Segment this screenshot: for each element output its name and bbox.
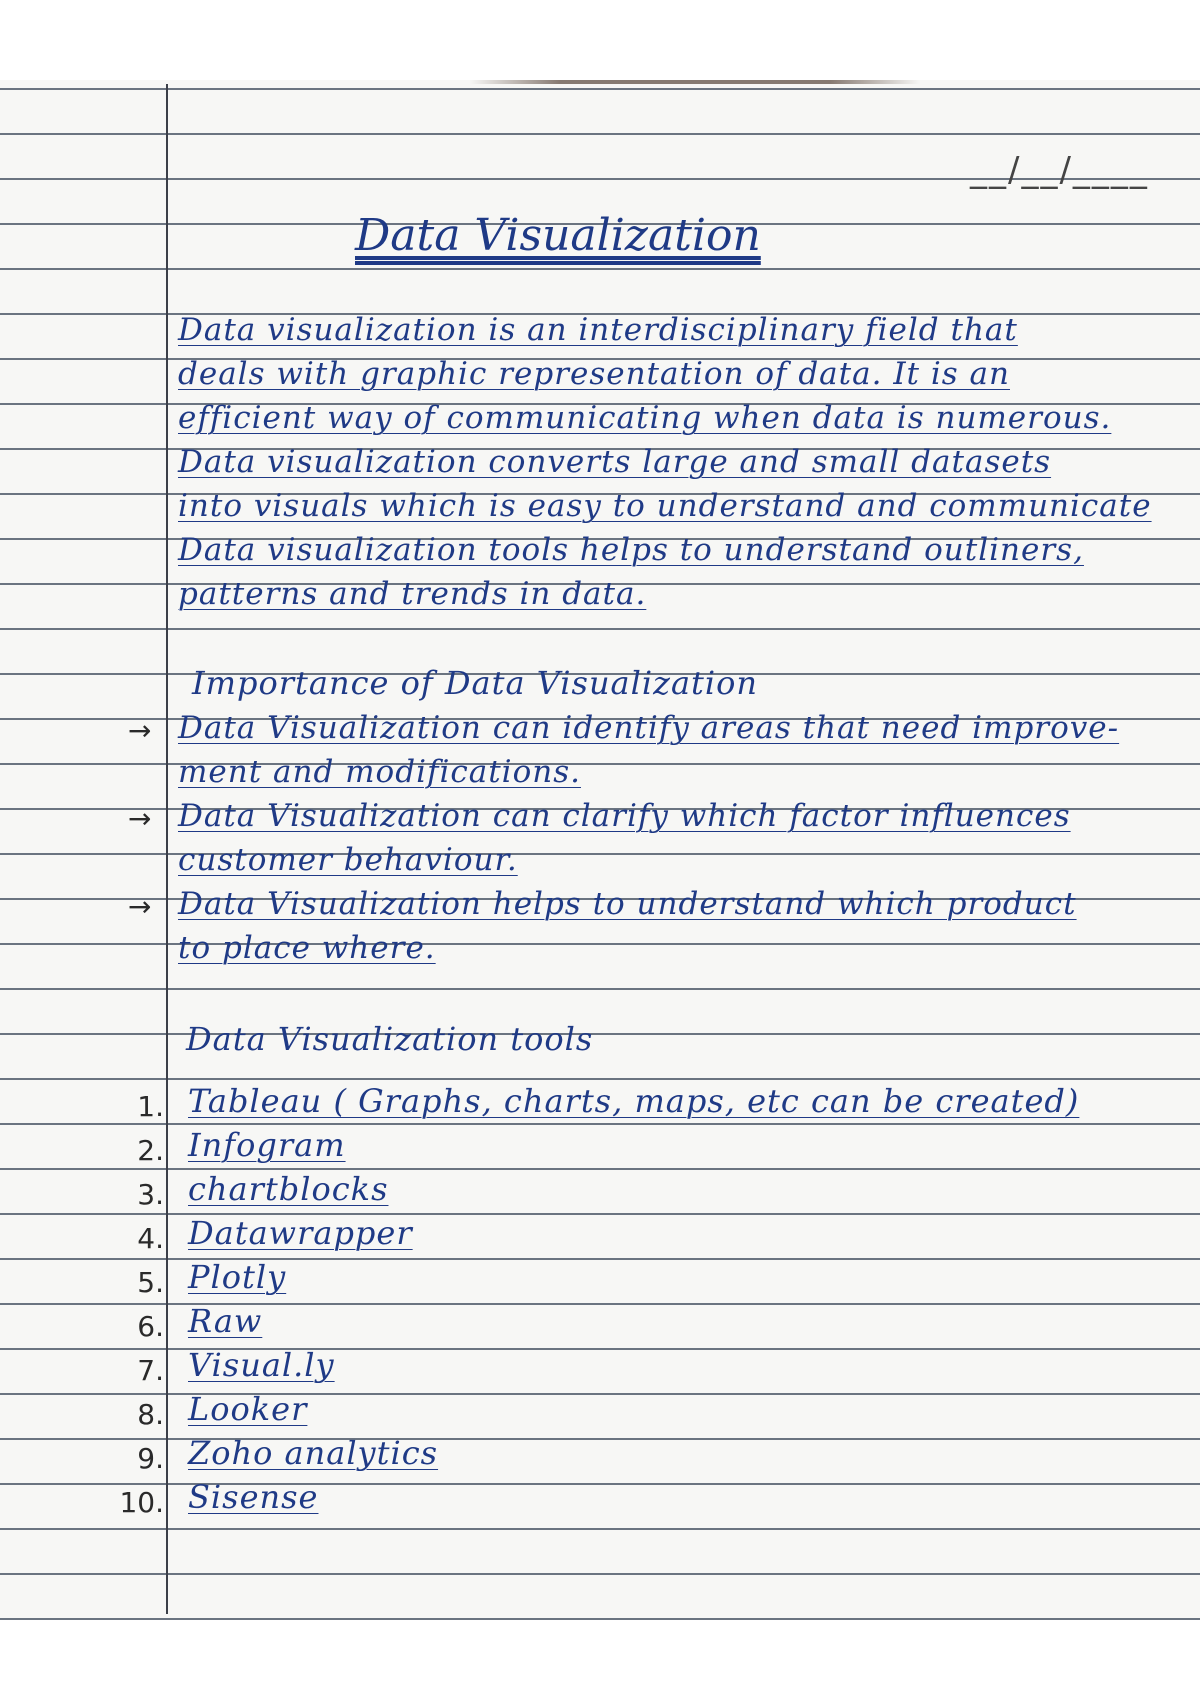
page-bottom-edge [0,1620,1200,1698]
list-number: 7. [137,1354,164,1387]
intro-line: patterns and trends in data. [178,576,647,612]
arrow-bullet-icon: → [128,802,152,835]
importance-line: Data Visualization can clarify which factor influences [178,798,1071,834]
tool-item: Plotly [188,1258,287,1296]
importance-line: customer behaviour. [178,842,518,878]
tool-item: Infogram [188,1126,346,1164]
tool-item: Raw [188,1302,263,1340]
list-number: 5. [137,1266,164,1299]
tool-item: Tableau ( Graphs, charts, maps, etc can be created) [188,1082,1080,1120]
list-number: 1. [137,1090,164,1123]
list-number: 9. [137,1442,164,1475]
list-number: 4. [137,1222,164,1255]
list-number: 6. [137,1310,164,1343]
tool-item: Looker [188,1390,308,1428]
tools-heading: Data Visualization tools [186,1020,594,1058]
tool-item: Visual.ly [188,1346,335,1384]
tool-item: chartblocks [188,1170,389,1208]
arrow-bullet-icon: → [128,890,152,923]
intro-line: Data visualization is an interdisciplinary field that [178,312,1018,348]
list-number: 8. [137,1398,164,1431]
tool-item: Zoho analytics [188,1434,439,1472]
intro-line: into visuals which is easy to understand and communicate [178,488,1152,524]
page-fold-shadow [470,80,920,84]
list-number: 2. [137,1134,164,1167]
page-title: Data Visualization [355,210,761,261]
importance-line: Data Visualization helps to understand which product [178,886,1077,922]
page-top-edge [0,0,1200,80]
margin-line [166,84,168,1614]
intro-line: Data visualization converts large and small datasets [178,444,1052,480]
list-number: 3. [137,1178,164,1211]
importance-line: Data Visualization can identify areas that need improve- [178,710,1120,746]
date-field: __/__/____ [970,150,1149,190]
intro-line: deals with graphic representation of data. It is an [178,356,1010,392]
importance-line: to place where. [178,930,436,966]
intro-line: Data visualization tools helps to understand outliners, [178,532,1084,568]
importance-heading: Importance of Data Visualization [192,664,758,702]
importance-line: ment and modifications. [178,754,581,790]
list-number: 10. [119,1486,164,1519]
intro-line: efficient way of communicating when data is numerous. [178,400,1112,436]
arrow-bullet-icon: → [128,714,152,747]
tool-item: Sisense [188,1478,319,1516]
tool-item: Datawrapper [188,1214,413,1252]
